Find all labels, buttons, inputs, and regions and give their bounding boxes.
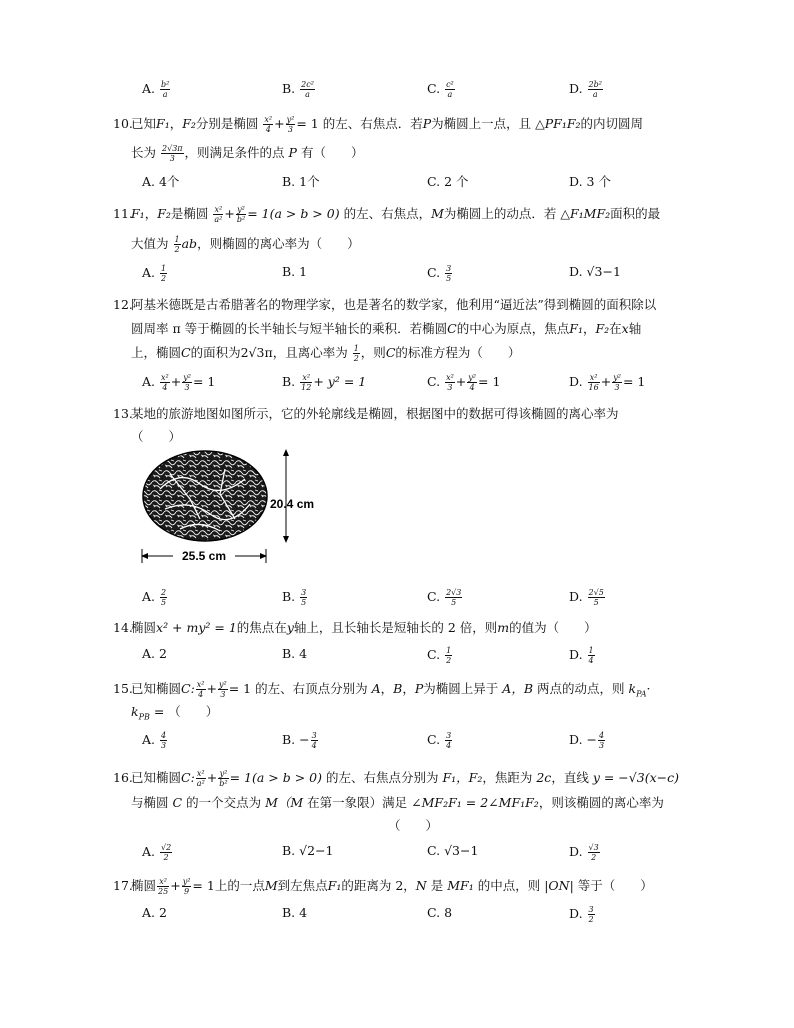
q11-options <box>142 264 662 286</box>
q14-options <box>142 646 662 668</box>
q9-option-d[interactable]: D. $\frac{\text{2b²}}{a}$ <box>569 80 602 99</box>
height-arrow-bottom <box>283 536 289 543</box>
q9-options <box>142 80 662 102</box>
q17-option-d[interactable]: D. $\frac{3}{2}$ <box>569 905 594 924</box>
ellipse-map-figure <box>140 449 360 573</box>
q11-option-a[interactable]: A. $\frac{1}{2}$ <box>142 264 167 283</box>
q15-number: 15. <box>113 681 133 696</box>
q10-option-b[interactable]: B. 1个 <box>282 174 320 189</box>
q17-line1: 椭圆 $\frac{\text{x²}}{25}$ + $\frac{\text{y²}}{9}$ = 1上的一点M到左焦点F₁的距离为 2，N 是 MF₁ 的中点，则 |ON| 等于（ ） <box>131 877 653 896</box>
q16-number: 16. <box>113 770 133 785</box>
q16-line2: 与椭圆 C 的一个交点为 M（M 在第一象限）满足 ∠MF₂F₁ = 2∠MF₁F₂，则该椭圆的离心率为 <box>131 795 664 810</box>
q16-option-a[interactable]: A. $\frac{√2}{2}$ <box>142 843 172 862</box>
q14-option-d[interactable]: D. $\frac{1}{4}$ <box>569 646 594 665</box>
q10-options <box>142 172 662 194</box>
q15-option-a[interactable]: A. $\frac{4}{3}$ <box>142 731 167 750</box>
q13-option-c[interactable]: C. $\frac{2√3}{5}$ <box>427 588 462 607</box>
q11-line1: F₁，F₂是椭圆 $\frac{\text{x²}}{\text{a²}}$ + $\frac{\text{y²}}{\text{b²}}$ = 1(a > b > 0) 的左、右焦点，M为椭圆上的动点．若 △F₁MF₂面积的最 <box>131 205 661 224</box>
q14-option-c[interactable]: C. $\frac{1}{2}$ <box>427 646 452 665</box>
q15-line1: 已知椭圆C: $\frac{\text{x²}}{4}$ + $\frac{\text{y²}}{3}$ = 1 的左、右顶点分别为 A，B，P为椭圆上异于 A，B 两点的动点，则 $k_{PA}\cdot$ <box>131 680 651 699</box>
q10-option-a[interactable]: A. 4个 <box>142 174 180 189</box>
q10-line1: 已知F₁，F₂分别是椭圆 $\frac{\text{x²}}{4}$ + $\frac{\text{y²}}{3}$ = 1 的左、右焦点．若P为椭圆上一点，且 △PF₁F₂的内切圆周 <box>131 115 644 134</box>
q11-option-c[interactable]: C. $\frac{3}{5}$ <box>427 264 452 283</box>
q12-option-b[interactable]: B. $\frac{\text{x²}}{12}$ + y² = 1 <box>282 373 367 392</box>
q16-option-b[interactable]: B. √2−1 <box>282 843 334 858</box>
q17-options <box>142 905 662 927</box>
q13-number: 13. <box>113 406 133 421</box>
q16-option-d[interactable]: D. $\frac{√3}{2}$ <box>569 843 599 862</box>
q16-line1: 已知椭圆C: $\frac{\text{x²}}{\text{a²}}$ + $\frac{\text{y²}}{\text{b²}}$ = 1(a > b > 0) 的左、右焦点分别为 F₁，F₂，焦距为 2c，直线 y = −√3(x−c) <box>131 769 679 788</box>
q13-option-b[interactable]: B. $\frac{3}{5}$ <box>282 588 307 607</box>
q15-option-b[interactable]: B. − $\frac{3}{4}$ <box>282 731 317 750</box>
q10-option-d[interactable]: D. 3 个 <box>569 174 611 189</box>
q9-option-b[interactable]: B. $\frac{\text{2c²}}{a}$ <box>282 80 314 99</box>
q17-option-c[interactable]: C. 8 <box>427 905 453 920</box>
q10-line2: 长为 $\frac{2√3\pi}{3}$ ，则满足条件的点 P 有（ ） <box>131 144 364 163</box>
q12-number: 12. <box>113 297 133 312</box>
q12-options <box>142 373 662 395</box>
q15-options <box>142 731 662 753</box>
q14-number: 14. <box>113 620 133 635</box>
width-label: 25.5 cm <box>181 549 227 563</box>
q11-number: 11. <box>113 206 133 221</box>
q16-options <box>142 843 662 865</box>
q14-line1: 椭圆x² + my² = 1的焦点在y轴上，且长轴长是短轴长的 2 倍，则m的值为（ ） <box>131 620 597 635</box>
q13-option-d[interactable]: D. $\frac{2√5}{5}$ <box>569 588 604 607</box>
q13-options <box>142 588 662 610</box>
q17-option-b[interactable]: B. 4 <box>282 905 308 920</box>
height-label: 20.4 cm <box>270 497 315 511</box>
q10-number: 10. <box>113 116 133 131</box>
map-ellipse <box>143 451 267 541</box>
q13-line2: （ ） <box>131 429 182 444</box>
height-arrow-top <box>283 449 289 456</box>
q13-line1: 某地的旅游地图如图所示，它的外轮廓线是椭圆，根据图中的数据可得该椭圆的离心率为 <box>131 406 619 421</box>
q11-option-b[interactable]: B. 1 <box>282 264 308 279</box>
q17-number: 17. <box>113 878 133 893</box>
q12-option-c[interactable]: C. $\frac{\text{x²}}{3}$ + $\frac{\text{y²}}{4}$ = 1 <box>427 373 501 392</box>
q12-line1: 阿基米德既是古希腊著名的物理学家，也是著名的数学家，他利用“逼近法”得到椭圆的面积除以 <box>131 297 657 312</box>
q14-option-a[interactable]: A. 2 <box>142 646 167 661</box>
q14-option-b[interactable]: B. 4 <box>282 646 308 661</box>
q12-option-a[interactable]: A. $\frac{\text{x²}}{4}$ + $\frac{\text{y²}}{3}$ = 1 <box>142 373 216 392</box>
q16-option-c[interactable]: C. √3−1 <box>427 843 479 858</box>
q17-option-a[interactable]: A. 2 <box>142 905 167 920</box>
q9-option-c[interactable]: C. $\frac{\text{c²}}{a}$ <box>427 80 454 99</box>
q9-option-a[interactable]: A. $\frac{\text{b²}}{a}$ <box>142 80 170 99</box>
q11-option-d[interactable]: D. √3−1 <box>569 264 621 279</box>
q16-line3: （ ） <box>388 818 439 833</box>
q13-option-a[interactable]: A. $\frac{2}{5}$ <box>142 588 167 607</box>
q15-option-d[interactable]: D. − $\frac{4}{3}$ <box>569 731 605 750</box>
q12-option-d[interactable]: D. $\frac{\text{x²}}{16}$ + $\frac{\text{y²}}{3}$ = 1 <box>569 373 646 392</box>
q11-line2: 大值为 $\frac{1}{2}$ ab，则椭圆的离心率为（ ） <box>131 235 360 254</box>
q15-line2: $k_{PB}$ = （ ） <box>131 704 219 722</box>
q15-option-c[interactable]: C. $\frac{3}{4}$ <box>427 731 452 750</box>
q12-line2: 圆周率 π 等于椭圆的长半轴长与短半轴长的乘积．若椭圆C的中心为原点，焦点F₁，F₂在x轴 <box>131 321 642 336</box>
q10-option-c[interactable]: C. 2 个 <box>427 174 469 189</box>
q12-line3: 上，椭圆C的面积为2√3π，且离心率为 $\frac{1}{2}$ ，则C的标准方程为（ ） <box>131 344 521 363</box>
